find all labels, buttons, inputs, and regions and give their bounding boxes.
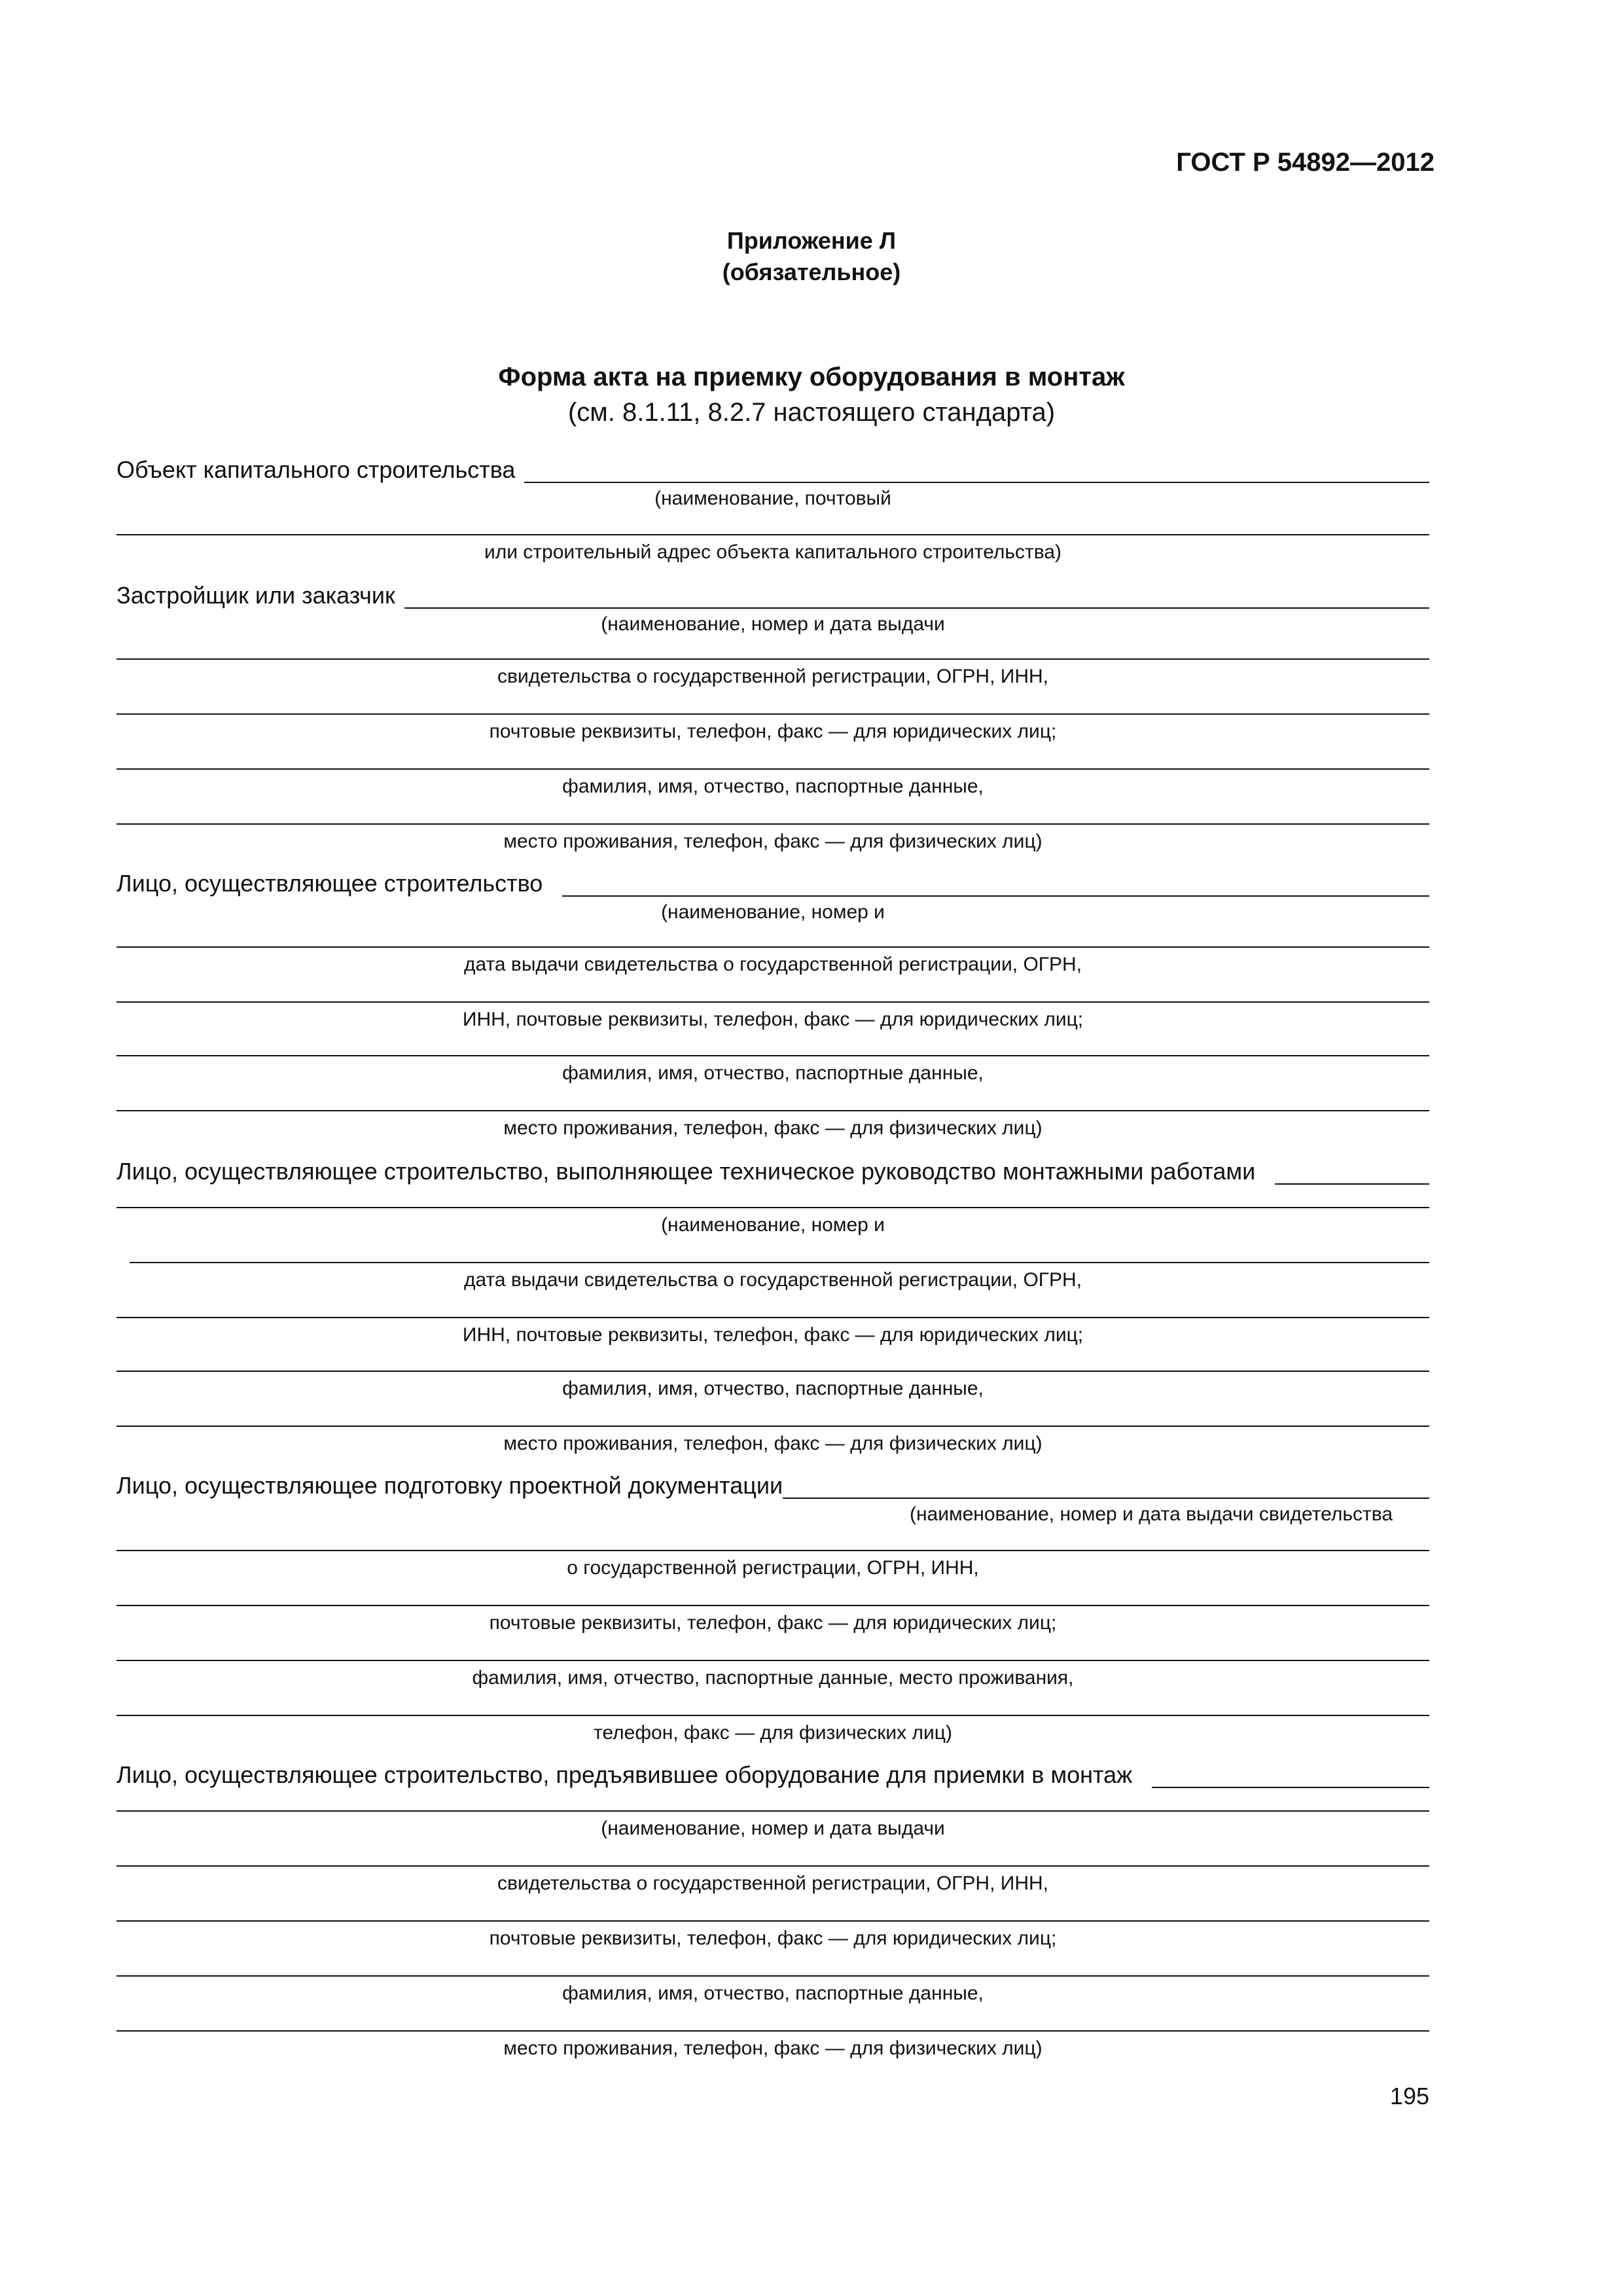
fill-line[interactable] xyxy=(562,888,1429,897)
fill-line[interactable] xyxy=(116,946,1429,948)
field-equipment-presenter[interactable] xyxy=(116,1750,1429,1789)
fill-line[interactable] xyxy=(404,600,1429,609)
field-caption: фамилия, имя, отчество, паспортные данные, xyxy=(562,1982,984,2004)
field-caption: свидетельства о государственной регистрации, ОГРН, ИНН, xyxy=(497,1873,1048,1894)
field-caption: место проживания, телефон, факс — для физических лиц) xyxy=(503,2037,1043,2059)
fill-line[interactable] xyxy=(116,1660,1429,1661)
fill-line[interactable] xyxy=(116,1975,1429,1977)
field-developer-or-customer[interactable] xyxy=(116,571,1429,610)
field-caption: (наименование, номер и дата выдачи xyxy=(601,613,945,635)
fill-line[interactable] xyxy=(116,1605,1429,1606)
fill-line[interactable] xyxy=(116,1715,1429,1716)
field-caption: место проживания, телефон, факс — для физических лиц) xyxy=(503,831,1043,852)
fill-line[interactable] xyxy=(116,1317,1429,1318)
field-caption: (наименование, номер и дата выдачи свидетельства xyxy=(909,1503,1393,1525)
fill-line[interactable] xyxy=(1275,1175,1429,1185)
field-caption: ИНН, почтовые реквизиты, телефон, факс — для юридических лиц; xyxy=(462,1324,1084,1346)
fill-line[interactable] xyxy=(116,1810,1429,1812)
field-caption: почтовые реквизиты, телефон, факс — для юридических лиц; xyxy=(489,1928,1057,1949)
fill-line[interactable] xyxy=(524,474,1429,483)
form-subtitle: (см. 8.1.11, 8.2.7 настоящего стандарта) xyxy=(567,398,1056,427)
annex-title: Приложение Л xyxy=(726,227,897,254)
fill-line[interactable] xyxy=(1152,1779,1429,1788)
fill-line[interactable] xyxy=(783,1490,1429,1499)
field-caption: место проживания, телефон, факс — для физических лиц) xyxy=(503,1433,1043,1454)
fill-line[interactable] xyxy=(116,1550,1429,1551)
field-installation-supervisor[interactable] xyxy=(116,1147,1429,1186)
field-label: Лицо, осуществляющее строительство, предъявившее оборудование для приемки в монтаж xyxy=(116,1761,1133,1788)
field-caption: дата выдачи свидетельства о государственной регистрации, ОГРН, xyxy=(463,1269,1082,1291)
fill-line[interactable] xyxy=(116,1055,1429,1056)
field-construction-contractor[interactable] xyxy=(116,859,1429,898)
fill-line[interactable] xyxy=(116,1110,1429,1111)
fill-line[interactable] xyxy=(116,2030,1429,2032)
fill-line[interactable] xyxy=(116,534,1429,535)
field-label: Застройщик или заказчик xyxy=(116,582,395,609)
fill-line[interactable] xyxy=(116,768,1429,770)
field-caption: фамилия, имя, отчество, паспортные данные, xyxy=(562,776,984,797)
fill-line[interactable] xyxy=(116,658,1429,660)
fill-line[interactable] xyxy=(116,713,1429,715)
fill-line[interactable] xyxy=(116,1371,1429,1372)
field-caption: телефон, факс — для физических лиц) xyxy=(594,1722,952,1744)
field-caption: фамилия, имя, отчество, паспортные данные, xyxy=(562,1378,984,1399)
form-title: Форма акта на приемку оборудования в монтаж xyxy=(498,363,1125,391)
field-construction-object[interactable] xyxy=(116,445,1429,484)
field-caption: почтовые реквизиты, телефон, факс — для юридических лиц; xyxy=(489,1612,1057,1634)
field-caption: почтовые реквизиты, телефон, факс — для юридических лиц; xyxy=(489,721,1057,742)
field-caption: фамилия, имя, отчество, паспортные данные, xyxy=(562,1062,984,1084)
field-caption: (наименование, номер и xyxy=(661,1214,885,1236)
field-caption: свидетельства о государственной регистрации, ОГРН, ИНН, xyxy=(497,666,1048,687)
fill-line[interactable] xyxy=(130,1262,1429,1263)
field-label: Лицо, осуществляющее строительство, выполняющее техническое руководство монтажными работами xyxy=(116,1158,1256,1185)
field-label: Лицо, осуществляющее подготовку проектной документации xyxy=(116,1472,783,1499)
field-caption: ИНН, почтовые реквизиты, телефон, факс — для юридических лиц; xyxy=(462,1009,1084,1030)
field-caption: (наименование, почтовый xyxy=(654,488,891,509)
field-label: Объект капитального строительства xyxy=(116,456,516,483)
field-caption: фамилия, имя, отчество, паспортные данные, место проживания, xyxy=(472,1667,1074,1689)
field-design-documentation-preparer[interactable] xyxy=(116,1461,1429,1500)
field-caption: место проживания, телефон, факс — для физических лиц) xyxy=(503,1117,1043,1139)
fill-line[interactable] xyxy=(116,1426,1429,1427)
fill-line[interactable] xyxy=(116,1865,1429,1867)
field-label: Лицо, осуществляющее строительство xyxy=(116,870,543,897)
annex-heading xyxy=(0,225,1623,288)
field-caption: дата выдачи свидетельства о государственной регистрации, ОГРН, xyxy=(463,954,1082,975)
fill-line[interactable] xyxy=(116,1207,1429,1208)
field-caption: (наименование, номер и дата выдачи xyxy=(601,1818,945,1839)
field-caption: или строительный адрес объекта капитального строительства) xyxy=(484,541,1062,563)
field-caption: (наименование, номер и xyxy=(661,901,885,923)
fill-line[interactable] xyxy=(116,823,1429,825)
page-number: 195 xyxy=(1389,2083,1429,2109)
field-caption: о государственной регистрации, ОГРН, ИНН, xyxy=(567,1557,979,1579)
annex-status: (обязательное) xyxy=(722,259,901,285)
fill-line[interactable] xyxy=(116,1001,1429,1003)
standard-designation: ГОСТ Р 54892—2012 xyxy=(1176,148,1435,177)
fill-line[interactable] xyxy=(116,1920,1429,1922)
